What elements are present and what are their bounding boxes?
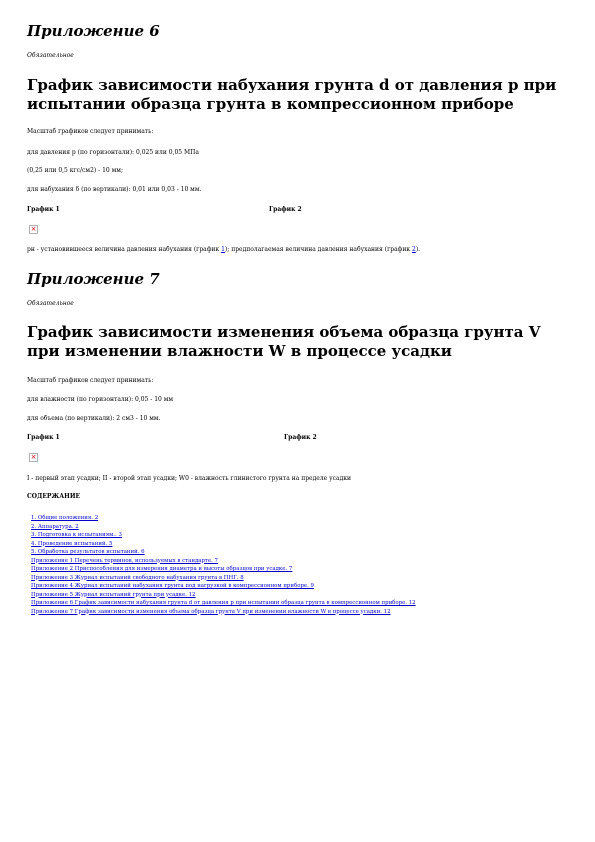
toc-link-test-preparation[interactable]: 3. Подготовка к испытаниям.. 3 xyxy=(31,532,122,538)
toc-link-processing-results[interactable]: 5. Обработка результатов испытаний. 6 xyxy=(31,549,145,555)
appendix-7-title: График зависимости изменения объема образца грунта V при изменении влажности W в процессе усадки xyxy=(27,323,541,360)
toc-link-appendix-3[interactable]: Приложение 3 Журнал испытаний свободного набухания грунта в ПНГ. 8 xyxy=(31,574,244,581)
appendix-7-note: I - первый этап усадки; II - второй этап усадки; W0 - влажность глинистого грунта на пределе усадки xyxy=(27,475,352,482)
appendix-6-note-prefix: pн - установившееся величина давления набухания (график xyxy=(27,246,222,253)
appendix-6-note-suffix: ). xyxy=(415,246,421,253)
toc-link-conducting-tests[interactable]: 4. Проведение испытаний. 5 xyxy=(31,540,113,547)
toc-link-appendix-4[interactable]: Приложение 4 Журнал испытаний набухания грунта под нагрузкой в компрессионном приборе. 9 xyxy=(31,583,314,589)
toc-link-appendix-5[interactable]: Приложение 5 Журнал испытаний грунта при усадке. 12 xyxy=(31,591,196,598)
appendix-7-graph-2-label: График 2 xyxy=(284,434,317,441)
toc-link-general-provisions[interactable]: 1. Общие положения. 2 xyxy=(31,515,99,521)
toc-link-appendix-1[interactable]: Приложение 1 Перечень терминов, используемых в стандарте. 7 xyxy=(31,557,218,564)
appendix-6-title: График зависимости набухания грунта d от давления p при испытании образца грунта в компрессионном приборе xyxy=(27,76,557,113)
graph-1-link[interactable]: 1 xyxy=(221,246,225,253)
toc-link-appendix-6[interactable]: Приложение 6 График зависимости набухания грунта d от давления p при испытании образца грунта в компрессионном приборе. 12 xyxy=(31,600,416,606)
appendix-6-note-middle: ); предполагаемая величина давления набухания (график xyxy=(224,246,412,253)
appendix-7-graph-1-label: График 1 xyxy=(27,434,60,441)
appendix-6-scale-intro: Масштаб графиков следует принимать: xyxy=(27,128,154,135)
appendix-6-scale-line-2: (0,25 или 0,5 кгс/см2) - 10 мм; xyxy=(27,167,123,174)
appendix-6-mandatory-label: Обязательное xyxy=(27,52,74,59)
appendix-7-scale-line-1: для влажности (по горизонтали): 0,05 - 10 мм xyxy=(27,396,174,403)
toc-link-appendix-2[interactable]: Приложение 2 Приспособления для измерения диаметра и высоты образцов при усадке. 7 xyxy=(31,566,293,572)
appendix-6-graph-1-label: График 1 xyxy=(27,206,60,213)
appendix-6-scale-line-1: для давления p (по горизонтали): 0,025 или 0,05 МПа xyxy=(27,149,199,156)
appendix-6-note xyxy=(27,246,420,253)
broken-image-icon: × xyxy=(30,453,37,461)
toc-link-appendix-7[interactable]: Приложение 7 График зависимости изменения объема образца грунта V при изменении влажности W в процессе усадки. 12 xyxy=(31,608,391,615)
appendix-7-scale-intro: Масштаб графиков следует принимать: xyxy=(27,377,154,384)
appendix-6-scale-line-3: для набухания δ (по вертикали): 0,01 или 0,03 - 10 мм. xyxy=(27,186,202,193)
appendix-6-heading: Приложение 6 xyxy=(27,22,160,40)
appendix-6-graph-2-label: График 2 xyxy=(269,206,302,213)
toc-link-equipment[interactable]: 2. Аппаратура. 2 xyxy=(31,523,79,530)
toc-heading: СОДЕРЖАНИЕ xyxy=(27,493,81,500)
table-of-contents xyxy=(31,514,416,616)
broken-image-icon: × xyxy=(30,225,37,233)
graph-2-link[interactable]: 2 xyxy=(412,246,416,253)
appendix-7-scale-line-2: для объема (по вертикали): 2 см3 - 10 мм. xyxy=(27,415,161,422)
appendix-7-heading: Приложение 7 xyxy=(27,270,160,288)
appendix-7-mandatory-label: Обязательное xyxy=(27,300,74,307)
